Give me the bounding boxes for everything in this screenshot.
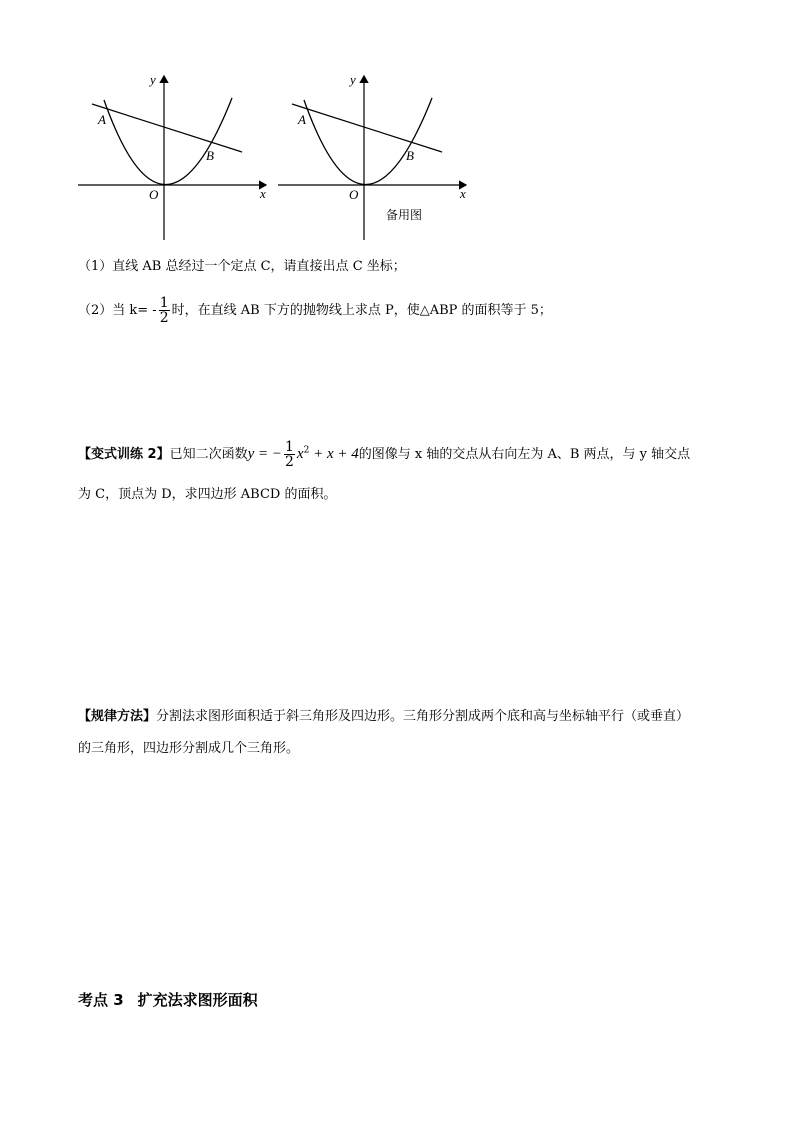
question-2-prefix: （2）当 k= - <box>78 303 157 318</box>
method-line-1 <box>78 707 689 727</box>
section-label: 考点 3 <box>78 991 124 1009</box>
method-tag: 【规律方法】 <box>78 709 157 724</box>
point-b-label: B <box>206 148 214 163</box>
equation-x: x <box>296 446 304 462</box>
figure-caption: 备用图 <box>386 208 423 222</box>
parabola <box>304 98 432 185</box>
question-1: （1）直线 AB 总经过一个定点 C，请直接出点 C 坐标； <box>78 259 406 274</box>
fraction-numerator: 1 <box>159 295 169 311</box>
equation-fraction <box>284 440 295 469</box>
parabola <box>104 98 232 185</box>
method-text-1: 分割法求图形面积适于斜三角形及四边形。三角形分割成两个底和高与坐标轴平行（或垂直） <box>156 709 690 724</box>
fraction-denominator: 2 <box>159 310 169 326</box>
question-2 <box>78 296 552 325</box>
equation-lhs: y = − <box>247 446 282 462</box>
fraction <box>159 296 170 325</box>
figure-1 <box>76 70 272 242</box>
variant-exercise-intro: 已知二次函数 <box>169 447 248 462</box>
equation-fraction-denominator: 2 <box>285 454 294 470</box>
section-heading <box>78 989 258 1010</box>
equation-rest: + x + 4 <box>309 446 359 462</box>
variant-exercise-tag: 【变式训练 2】 <box>78 447 170 462</box>
y-axis-label: y <box>150 72 156 87</box>
equation-fraction-numerator: 1 <box>285 439 294 455</box>
question-2-suffix: 时，在直线 AB 下方的抛物线上求点 P，使△ABP 的面积等于 5； <box>171 303 552 318</box>
figure-1-graph <box>76 70 272 242</box>
point-a-label: A <box>298 112 306 127</box>
point-a-label: A <box>98 112 106 127</box>
equation-exponent: 2 <box>303 445 310 456</box>
figure-2 <box>276 70 472 242</box>
x-axis-label: x <box>260 186 266 201</box>
section-title: 扩充法求图形面积 <box>137 991 258 1009</box>
variant-exercise-line-2: 为 C，顶点为 D，求四边形 ABCD 的面积。 <box>78 487 337 502</box>
method-line-2: 的三角形，四边形分割成几个三角形。 <box>78 741 300 756</box>
origin-label: O <box>149 187 159 202</box>
x-axis-label: x <box>460 186 466 201</box>
origin-label: O <box>349 187 359 202</box>
point-b-label: B <box>406 148 414 163</box>
y-axis-label: y <box>350 72 356 87</box>
variant-exercise-text: 的图像与 x 轴的交点从右向左为 A、B 两点，与 y 轴交点 <box>358 447 691 462</box>
variant-exercise-line-1 <box>78 440 690 469</box>
figure-2-graph <box>276 70 472 242</box>
